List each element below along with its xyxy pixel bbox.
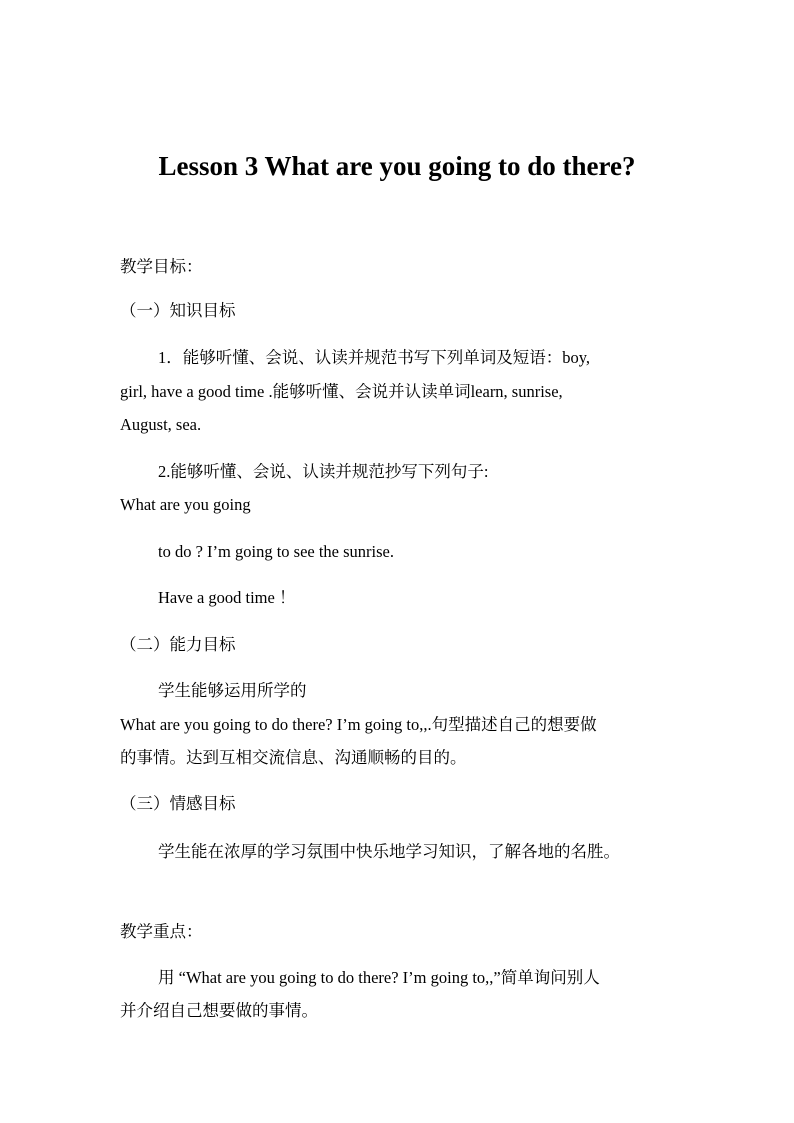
paragraph-line: 并介绍自己想要做的事情。 bbox=[120, 1001, 318, 1020]
paragraph-line: 1．能够听懂、会说、认读并规范书写下列单词及短语：boy, bbox=[158, 348, 591, 367]
subheading-ability: （二）能力目标 bbox=[120, 635, 236, 654]
paragraph-line: 2.能够听懂、会说、认读并规范抄写下列句子: bbox=[158, 462, 489, 481]
paragraph-line: Have a good time ！ bbox=[158, 588, 296, 607]
paragraph-line: What are you going bbox=[120, 495, 251, 514]
document-title: Lesson 3 What are you going to do there? bbox=[158, 151, 636, 181]
subheading-knowledge: （一）知识目标 bbox=[120, 301, 236, 320]
paragraph-line: What are you going to do there? I’m going to,,.句型描述自己的想要做 bbox=[120, 715, 597, 734]
paragraph-line: 用 “What are you going to do there? I’m going to,,”简单询问别人 bbox=[158, 968, 600, 987]
paragraph-line: 学生能在浓厚的学习氛围中快乐地学习知识，了解各地的名胜。 bbox=[158, 842, 620, 861]
section-heading-objectives: 教学目标： bbox=[120, 257, 203, 276]
paragraph-line: girl, have a good time .能够听懂、会说并认读单词learn, sunrise, bbox=[120, 382, 563, 401]
paragraph-line: 学生能够运用所学的 bbox=[158, 681, 307, 700]
paragraph-line: to do ? I’m going to see the sunrise. bbox=[158, 542, 394, 561]
subheading-emotion: （三）情感目标 bbox=[120, 794, 236, 813]
section-heading-key-points: 教学重点： bbox=[120, 922, 203, 941]
paragraph-line: 的事情。达到互相交流信息、沟通顺畅的目的。 bbox=[120, 748, 467, 767]
paragraph-line: August, sea. bbox=[120, 415, 202, 434]
